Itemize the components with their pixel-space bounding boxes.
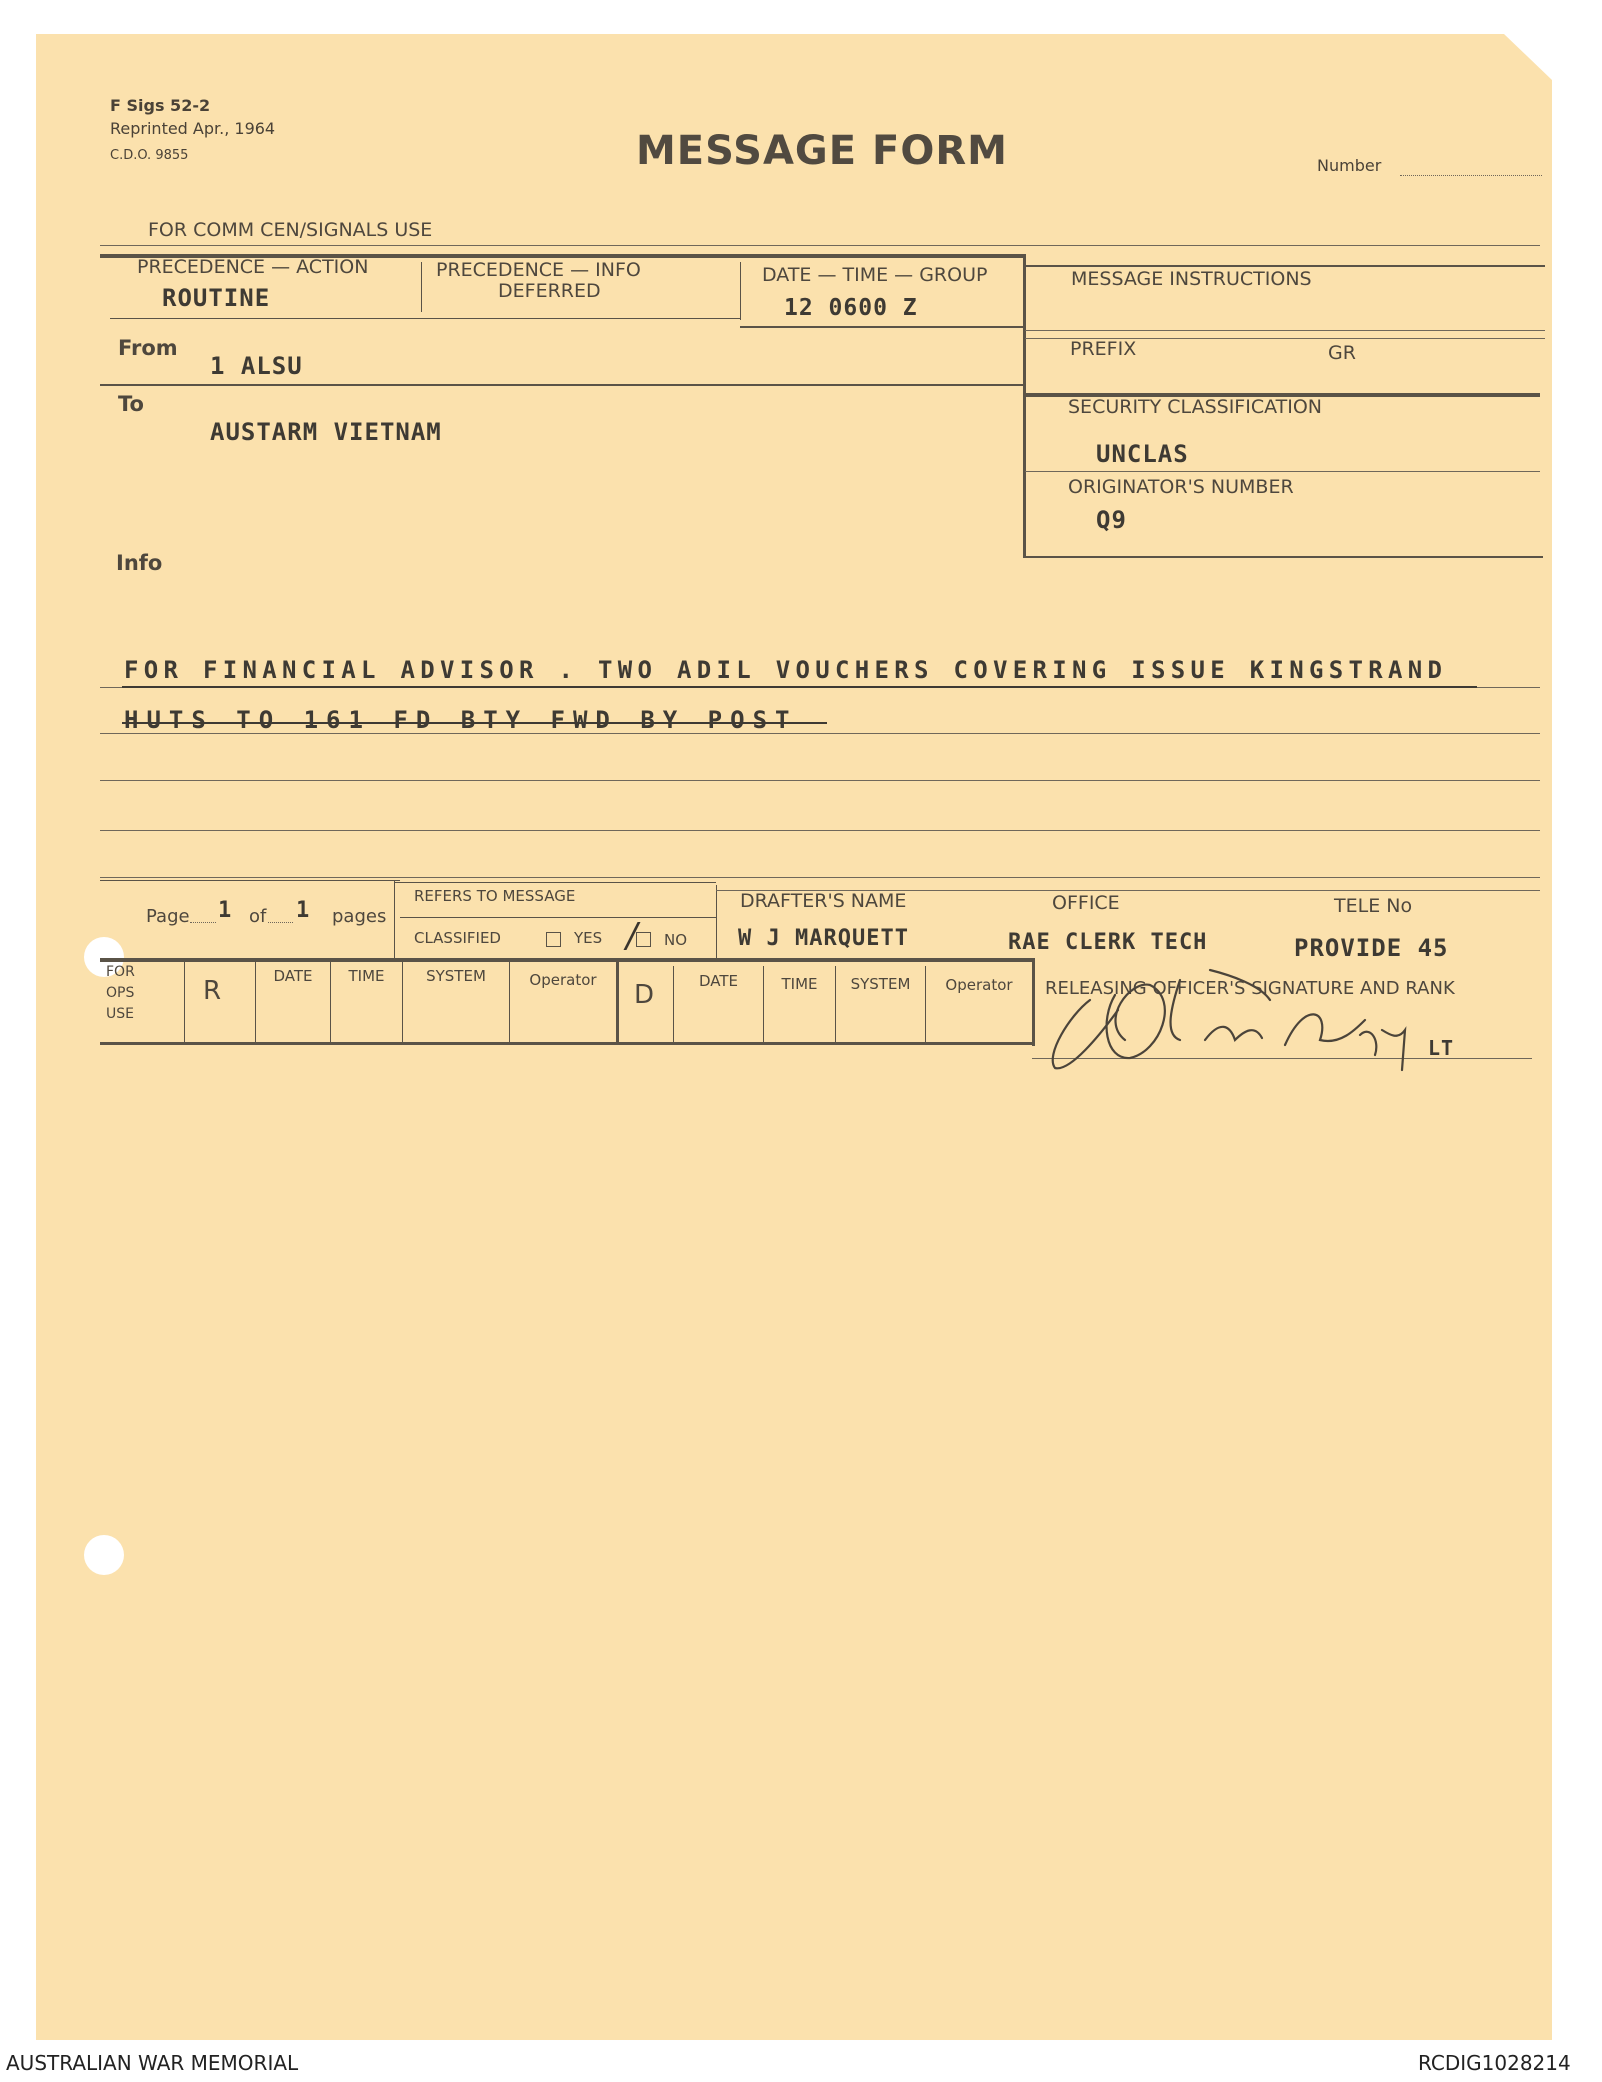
yes-checkbox[interactable] — [546, 932, 561, 947]
precedence-action-value: ROUTINE — [162, 284, 271, 312]
drafters-name-label: DRAFTER'S NAME — [740, 890, 907, 912]
archive-caption-left: AUSTRALIAN WAR MEMORIAL — [6, 2051, 299, 2075]
office-label: OFFICE — [1052, 892, 1120, 914]
for-ops-use-label-1: FOR — [106, 964, 135, 980]
pages-label: pages — [332, 906, 387, 927]
originators-number-value: Q9 — [1096, 506, 1127, 534]
office-value: RAE CLERK TECH — [1008, 930, 1208, 955]
prefix-label: PREFIX — [1070, 338, 1137, 360]
no-check-mark: / — [626, 916, 638, 956]
for-ops-use-label-3: USE — [106, 1006, 134, 1022]
tele-no-value: PROVIDE 45 — [1294, 934, 1449, 962]
security-classification-value: UNCLAS — [1096, 440, 1189, 468]
precedence-action-label: PRECEDENCE — ACTION — [137, 256, 369, 278]
classified-label: CLASSIFIED — [414, 929, 501, 947]
for-ops-use-label-2: OPS — [106, 985, 135, 1001]
r-operator-label: Operator — [529, 971, 597, 989]
of-label: of — [249, 906, 267, 927]
dtg-value: 12 0600 Z — [784, 295, 918, 321]
no-checkbox[interactable] — [636, 932, 651, 947]
d-date-label: DATE — [698, 972, 739, 990]
punch-hole-bottom — [84, 1535, 124, 1575]
refers-to-message-label: REFERS TO MESSAGE — [414, 887, 576, 905]
r-time-label: TIME — [348, 967, 385, 985]
comm-cen-label: FOR COMM CEN/SIGNALS USE — [148, 219, 433, 241]
drafters-name-value: W J MARQUETT — [738, 926, 909, 951]
precedence-info-value: DEFERRED — [498, 280, 601, 302]
form-title: MESSAGE FORM — [636, 128, 1008, 174]
r-date-label: DATE — [273, 967, 313, 985]
from-value: 1 ALSU — [210, 352, 303, 380]
message-instructions-label: MESSAGE INSTRUCTIONS — [1071, 268, 1312, 290]
originators-number-label: ORIGINATOR'S NUMBER — [1068, 476, 1294, 498]
yes-label: YES — [574, 929, 603, 947]
releasing-officer-label: RELEASING OFFICER'S SIGNATURE AND RANK — [1045, 978, 1455, 999]
page-label: Page — [146, 906, 190, 927]
no-label: NO — [664, 931, 688, 949]
d-time-label: TIME — [781, 975, 818, 993]
to-label: To — [118, 392, 144, 416]
archive-caption-right: RCDIG1028214 — [1418, 2051, 1571, 2075]
to-value: AUSTARM VIETNAM — [210, 418, 442, 446]
r-system-label: SYSTEM — [426, 967, 486, 985]
total-pages: 1 — [296, 898, 311, 923]
dtg-label: DATE — TIME — GROUP — [762, 264, 988, 286]
tele-no-label: TELE No — [1334, 895, 1413, 917]
info-label: Info — [116, 551, 163, 575]
message-text-line-2: HUTS TO 161 FD BTY FWD BY POST — [124, 706, 798, 734]
message-text-line-1: FOR FINANCIAL ADVISOR . TWO ADIL VOUCHERS COVERING ISSUE KINGSTRAND — [124, 656, 1448, 684]
officer-rank: LT — [1428, 1036, 1455, 1060]
cdo-number: C.D.O. 9855 — [110, 148, 189, 163]
d-system-label: SYSTEM — [850, 975, 911, 993]
reprint-note: Reprinted Apr., 1964 — [110, 119, 276, 138]
precedence-info-label: PRECEDENCE — INFO — [436, 259, 641, 281]
page-number: 1 — [218, 898, 233, 923]
number-label: Number — [1317, 156, 1382, 175]
security-classification-label: SECURITY CLASSIFICATION — [1068, 396, 1323, 418]
gr-label: GR — [1328, 342, 1356, 364]
r-label: R — [203, 976, 222, 1006]
from-label: From — [118, 336, 178, 360]
d-label: D — [634, 980, 655, 1010]
form-code: F Sigs 52-2 — [110, 96, 211, 115]
d-operator-label: Operator — [945, 976, 1013, 994]
